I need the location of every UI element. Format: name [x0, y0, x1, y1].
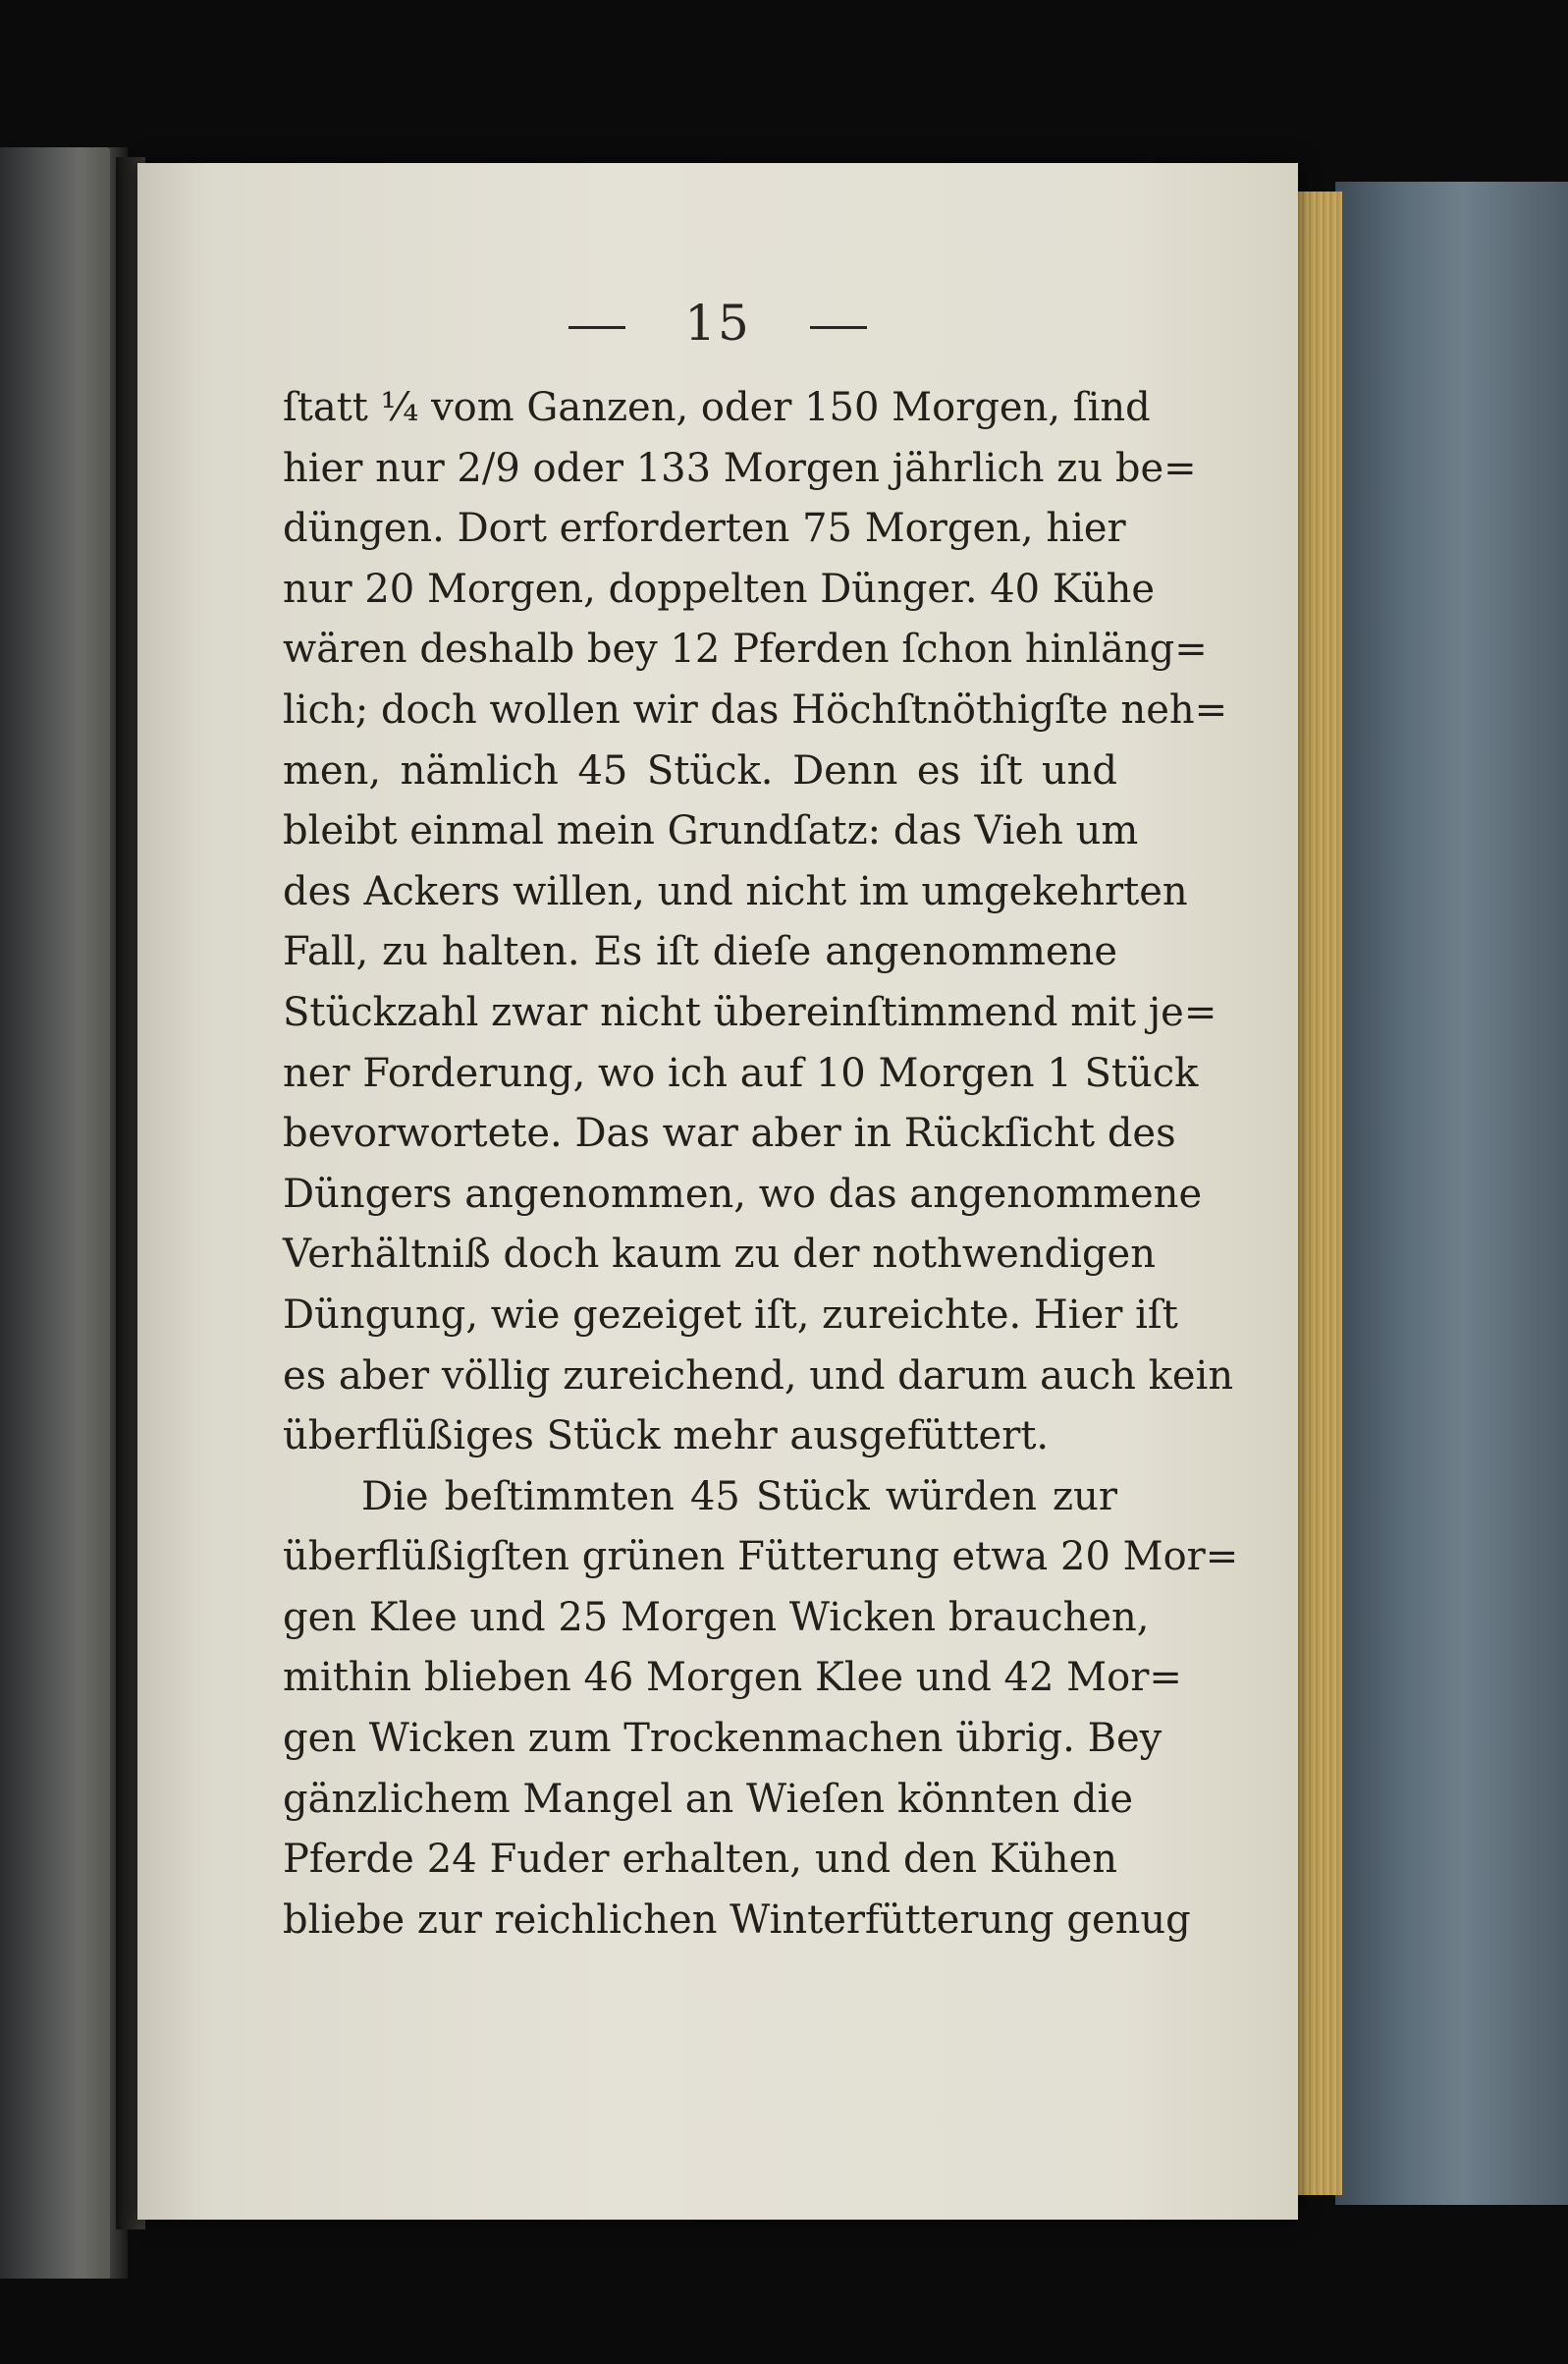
text-line: hier nur 2/9 oder 133 Morgen jährlich zu be= [283, 445, 1197, 491]
text-line: gen Klee und 25 Morgen Wicken brauchen, [283, 1594, 1150, 1640]
text-line: Düngung, wie gezeiget iſt, zureichte. Hier iſt [283, 1292, 1178, 1338]
text-line: bliebe zur reichlichen Winterfütterung genug [283, 1897, 1191, 1943]
left-facing-page [0, 147, 113, 2279]
text-line: Düngers angenommen, wo das angenommene [283, 1171, 1203, 1217]
text-line: ner Forderung, wo ich auf 10 Morgen 1 Stück [283, 1050, 1199, 1096]
text-line: düngen. Dort erforderten 75 Morgen, hier [283, 506, 1126, 552]
text-line: wären deshalb bey 12 Pferden ſchon hinläng= [283, 627, 1208, 673]
text-line: überflüßiges Stück mehr ausgefüttert. [283, 1413, 1050, 1459]
page-edges [1298, 192, 1342, 2195]
page-number: 15 [684, 295, 751, 352]
header-left-dash [568, 326, 625, 329]
page-header [137, 295, 1298, 352]
page-body-text [283, 378, 1239, 1951]
text-line: nur 20 Morgen, doppelten Dünger. 40 Kühe [283, 566, 1156, 612]
text-line: lich; doch wollen wir das Höchſtnöthigſte neh= [283, 687, 1228, 733]
text-line: gänzlichem Mangel an Wieſen könnten die [283, 1776, 1133, 1822]
book-cover-board [1335, 182, 1568, 2205]
text-line: überflüßigſten grünen Fütterung etwa 20 Mor= [283, 1534, 1239, 1580]
text-line: bleibt einmal mein Grundſatz: das Vieh um [283, 808, 1139, 854]
header-right-dash [810, 326, 867, 329]
text-line: mithin blieben 46 Morgen Klee und 42 Mor= [283, 1655, 1182, 1701]
text-line: gen Wicken zum Trockenmachen übrig. Bey [283, 1716, 1162, 1762]
text-line: Verhältniß doch kaum zu der nothwendigen [283, 1232, 1156, 1278]
text-line: es aber völlig zureichend, und darum auch kein [283, 1352, 1234, 1399]
text-line: bevorwortete. Das war aber in Rückſicht des [283, 1111, 1176, 1157]
text-line: des Ackers willen, und nicht im umgekehrten [283, 868, 1188, 914]
text-line: Die beſtimmten 45 Stück würden zur [361, 1473, 1117, 1519]
text-line: Stückzahl zwar nicht übereinſtimmend mit je= [283, 989, 1217, 1035]
text-line: Pferde 24 Fuder erhalten, und den Kühen [283, 1837, 1117, 1883]
text-line: Fall, zu halten. Es iſt dieſe angenommene [283, 929, 1117, 975]
text-line: ſtatt ¼ vom Ganzen, oder 150 Morgen, ſind [283, 385, 1151, 430]
text-line: men, nämlich 45 Stück. Denn es iſt und [283, 747, 1117, 794]
